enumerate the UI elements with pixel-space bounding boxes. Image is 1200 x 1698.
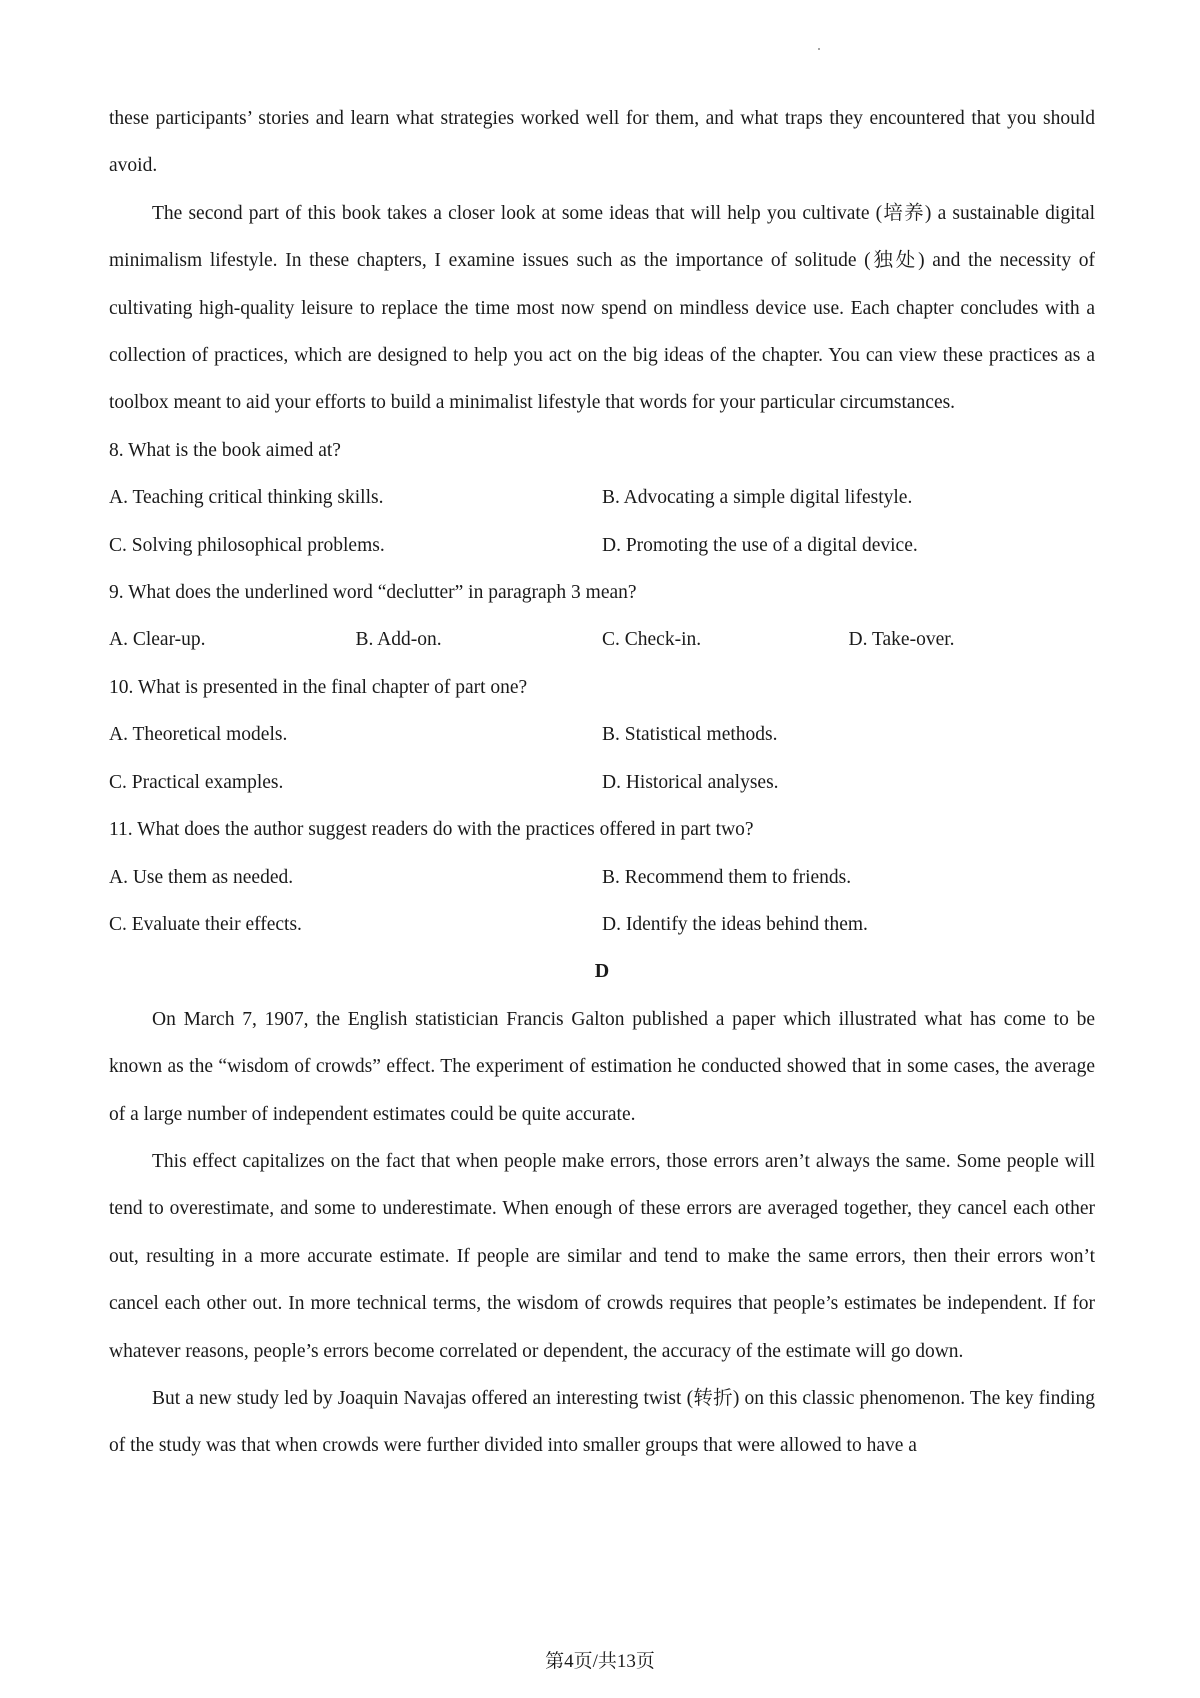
question-9-stem: 9. What does the underlined word “declutter” in paragraph 3 mean?	[109, 582, 637, 604]
passage-d-paragraph-1: On March 7, 1907, the English statistician Francis Galton published a paper which illustrated what has come to be known as the “wisdom of crowds” effect. The experiment of estimation he conducted showed that in some cases, the average of a large number of independent estimates could be quite accurate.	[109, 1008, 1095, 1125]
question-8-option-a[interactable]: A. Teaching critical thinking skills.	[109, 487, 384, 509]
question-9-options	[109, 616, 1095, 663]
scan-speck	[818, 48, 820, 50]
question-11-option-b[interactable]: B. Recommend them to friends.	[602, 866, 852, 888]
question-8-option-c[interactable]: C. Solving philosophical problems.	[109, 534, 385, 556]
question-10-option-c[interactable]: C. Practical examples.	[109, 771, 284, 793]
question-8-options	[109, 474, 1095, 569]
question-8-option-b[interactable]: B. Advocating a simple digital lifestyle.	[602, 487, 913, 509]
question-10-option-a[interactable]: A. Theoretical models.	[109, 724, 288, 746]
question-10-option-d[interactable]: D. Historical analyses.	[602, 771, 779, 793]
question-11-option-d[interactable]: D. Identify the ideas behind them.	[602, 913, 868, 935]
passage-d-paragraph-3: But a new study led by Joaquin Navajas offered an interesting twist (转折) on this classic phenomenon. The key finding of the study was that when crowds were further divided into smaller groups that were allowed to have a	[109, 1387, 1095, 1457]
question-9-option-c[interactable]: C. Check-in.	[602, 629, 702, 651]
question-8-option-d[interactable]: D. Promoting the use of a digital device.	[602, 534, 918, 556]
question-9-option-a[interactable]: A. Clear-up.	[109, 629, 206, 651]
passage-c-paragraph-continued: these participants’ stories and learn what strategies worked well for them, and what traps they encountered that you should avoid.	[109, 108, 1095, 177]
question-11-stem: 11. What does the author suggest readers do with the practices offered in part two?	[109, 819, 754, 841]
question-9-option-d[interactable]: D. Take-over.	[848, 629, 955, 651]
passage-d-paragraph-2: This effect capitalizes on the fact that when people make errors, those errors aren’t always the same. Some people will tend to overestimate, and some to underestimate. When enough of these errors are averaged together, they cancel each other out, resulting in a more accurate estimate. If people are similar and tend to make the same errors, then their errors won’t cancel each other out. In more technical terms, the wisdom of crowds requires that people’s estimates be independent. If for whatever reasons, people’s errors become correlated or dependent, the accuracy of the estimate will go down.	[109, 1150, 1095, 1362]
page-number-footer: 第4页/共13页	[545, 1651, 655, 1672]
question-11-option-c[interactable]: C. Evaluate their effects.	[109, 913, 302, 935]
section-heading-d: D	[594, 960, 610, 983]
document-page	[109, 95, 1095, 1470]
question-8-stem: 8. What is the book aimed at?	[109, 439, 341, 461]
passage-c-paragraph-part-two: The second part of this book takes a closer look at some ideas that will help you cultivate (培养) a sustainable digital minimalism lifestyle. In these chapters, I examine issues such as the importance of solitude (独处) and the necessity of cultivating high-quality leisure to replace the time most now spend on mindless device use. Each chapter concludes with a collection of practices, which are designed to help you act on the big ideas of the chapter. You can view these practices as a toolbox meant to aid your efforts to build a minimalist lifestyle that words for your particular circumstances.	[109, 202, 1095, 414]
question-10-options	[109, 711, 1095, 806]
question-10-option-b[interactable]: B. Statistical methods.	[602, 724, 778, 746]
question-9-option-b[interactable]: B. Add-on.	[355, 629, 442, 651]
question-11-options	[109, 854, 1095, 949]
question-11-option-a[interactable]: A. Use them as needed.	[109, 866, 294, 888]
question-10-stem: 10. What is presented in the final chapter of part one?	[109, 676, 528, 698]
